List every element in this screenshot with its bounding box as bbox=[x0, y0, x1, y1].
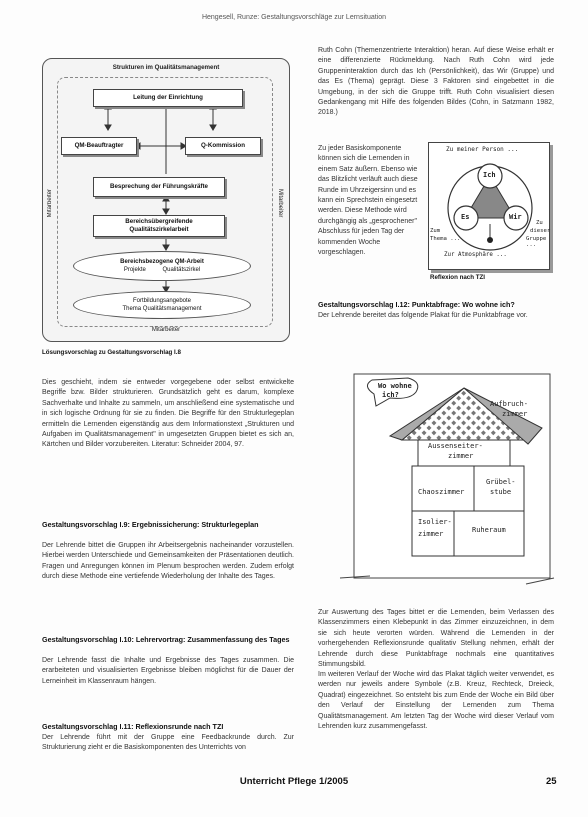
box-qm-beauftragter-label: QM-Beauftragter bbox=[74, 142, 124, 149]
tzi-wir: Wir bbox=[509, 213, 522, 221]
ellipse-bereichsbezogen-line2: Projekte Qualitätszirkel bbox=[123, 267, 201, 273]
right-paragraph-1: Ruth Cohn (Themenzentrierte Interaktion) heran. Auf diese Weise erhält er eine differenzierte Rückmeldung. Nach Ruth Cohn wird jede Gruppeninteraktion durch das Ich (Persönlichkeit), das Wir (Gruppe) und das Es (Thema) geprägt. Diese 3 Faktoren sind eingebettet in die Umgebung, in der sich die Gruppe trifft. Ruth Cohn visualisiert diesen Gedankengang mit Hilfe des folgenden Bildes (Cohn, in Satzmann 1982, 2018.) bbox=[318, 47, 554, 117]
side-label-left: Mitarbeiter bbox=[47, 189, 53, 218]
side-label-right: Mitarbeiter bbox=[277, 189, 283, 218]
house-chaos: Chaoszimmer bbox=[418, 488, 465, 496]
house-aufbruch-2: zimmer bbox=[502, 410, 528, 418]
bottom-label: Mitarbeiter bbox=[151, 327, 181, 333]
box-q-kommission bbox=[185, 137, 261, 155]
house-isolier-2: zimmer bbox=[418, 530, 444, 538]
house-poster bbox=[330, 366, 556, 598]
heading-i10: Gestaltungsvorschlag I.10: Lehrervortrag: Zusammenfassung des Tages bbox=[42, 635, 290, 644]
right-paragraph-4: Im weiteren Verlauf der Woche wird das Plakat täglich weiter verwendet, es werden nur jeweils andere Symbole (z.B. Kreuz, Rechteck, Dreieck, Quadrat) eingezeichnet. So entsteht bis zum Ende der Woche ein Bild über den Verlauf der Einstellung der Lernenden zum Thema Qualitätsmanagement. Am letzten Tag der Woche wird dieser Verlauf vom Lehrenden kurz zusammengefasst. bbox=[318, 671, 554, 731]
tzi-gruppe-2: dieser bbox=[530, 228, 551, 234]
left-paragraph-1: Dies geschieht, indem sie entweder vorgegebene oder selbst entwickelte Begriffe bzw. Bilder strukturieren. Grundsätzlich geht es darum, komplexe Sachverhalte und Inhalte zu sammeln, um anschließend eine systematische und in sich logische Ordnung für sie zu finden. Die Begriffe für den Strukturlegeplan ermitteln die Lernenden eigenständig aus dem Informationstext „Strukturen und Aufgaben im Qualitätsmanagement" in umgesetzten Gruppen bietet es sich an, Kärtchen und Bilder vorzubereiten. Literatur: Schneider 2004, 97. bbox=[42, 379, 294, 449]
heading-i11: Gestaltungsvorschlag I.11: Reflexionsrunde nach TZI bbox=[42, 722, 224, 731]
house-gruebel-2: stube bbox=[490, 488, 512, 496]
tzi-atmosphere: Zur Atmosphäre ... bbox=[444, 252, 507, 258]
ellipse-fortbildung bbox=[73, 291, 251, 319]
tzi-top-label: Zu meiner Person ... bbox=[446, 146, 519, 153]
caption-left-diagram: Lösungsvorschlag zu Gestaltungsvorschlag I.8 bbox=[42, 349, 181, 356]
right-paragraph-3: Zur Auswertung des Tages bittet er die Lernenden, beim Verlassen des Klassenzimmers einen Klebepunkt in das Zimmer einzuzeichnen, in dem sie sich heute verorten würden. Während die Lernenden in der vorhergehenden Reflexionsrunde qualitativ Stellung nehmen, erhält der Lehrende durch diese Punktabfrage nochmals eine quantitatives Stimmungsbild. bbox=[318, 609, 554, 669]
box-leitung-label: Leitung der Einrichtung bbox=[133, 94, 203, 101]
structure-diagram bbox=[42, 58, 290, 342]
ellipse-fortbildung-line1: Fortbildungsangebote bbox=[132, 298, 192, 304]
tzi-thema-1: Zum bbox=[430, 228, 441, 234]
box-bereichsuebergreifend-line2: Qualitätszirkelarbeit bbox=[129, 226, 189, 233]
box-bereichsuebergreifend bbox=[93, 215, 225, 237]
tzi-thema-2: Thema ... bbox=[430, 236, 461, 242]
tzi-gruppe-3: Gruppe ... bbox=[526, 236, 547, 248]
box-q-kommission-label: Q-Kommission bbox=[200, 142, 245, 149]
house-ruhe: Ruheraum bbox=[472, 526, 506, 534]
box-besprechung bbox=[93, 177, 225, 197]
house-aussenseiter-1: Aussenseiter- bbox=[428, 442, 483, 450]
heading-i9: Gestaltungsvorschlag I.9: Ergebnissicherung: Strukturlegeplan bbox=[42, 520, 259, 529]
page-number: 25 bbox=[546, 776, 557, 787]
tzi-gruppe-1: Zu bbox=[536, 220, 543, 226]
right-paragraph-2: Zu jeder Basiskomponente können sich die Lernenden in einem Satz äußern. Ebenso wie das Blitzlicht verläuft auch diese Runde im Uhrzeigersinn und es kann ein Sprechstein eingesetzt werden. Diese Methode wird durchgängig als „gesprochener" Abschluss für jeden Tag der kommenden Woche vorgeschlagen. bbox=[318, 145, 418, 257]
tzi-es: Es bbox=[461, 213, 470, 221]
box-besprechung-label: Besprechung der Führungskräfte bbox=[110, 183, 208, 190]
ellipse-bereichsbezogen-line1: Bereichsbezogene QM-Arbeit bbox=[120, 259, 204, 265]
box-leitung bbox=[93, 89, 243, 107]
paragraph-i11: Der Lehrende führt mit der Gruppe eine Feedbackrunde durch. Zur Strukturierung zieht er die Basiskomponenten des Unterrichts von bbox=[42, 734, 294, 752]
house-aussenseiter-2: zimmer bbox=[448, 452, 474, 460]
tzi-caption: Reflexion nach TZI bbox=[430, 274, 486, 281]
paragraph-i12: Der Lehrende bereitet das folgende Plakat für die Punktabfrage vor. bbox=[318, 312, 528, 319]
house-bubble-2: ich? bbox=[382, 391, 399, 399]
box-bereichsuebergreifend-line1: Bereichsübergreifende bbox=[125, 218, 193, 225]
heading-i12: Gestaltungsvorschlag I.12: Punktabfrage: Wo wohne ich? bbox=[318, 300, 515, 309]
house-aufbruch-1: Aufbruch- bbox=[490, 400, 528, 408]
running-header: Hengesell, Runze: Gestaltungsvorschläge zur Lernsituation bbox=[201, 14, 387, 21]
paragraph-i9: Der Lehrende bittet die Gruppen ihr Arbeitsergebnis nacheinander vorzustellen. Hierbei werden Unterschiede und Gemeinsamkeiten der Präsentationen deutlich. Fragen und Anregungen können im Plenum besprochen werden. Zudem erfolgt durch diese Methode eine vertiefende Wiederholung der Inhalte des Tages. bbox=[42, 542, 294, 581]
diagram-title: Strukturen im Qualitätsmanagement bbox=[112, 64, 220, 71]
box-qm-beauftragter bbox=[61, 137, 137, 155]
ellipse-bereichsbezogen bbox=[73, 251, 251, 281]
ellipse-fortbildung-line2: Thema Qualitätsmanagement bbox=[122, 306, 202, 312]
house-gruebel-1: Grübel- bbox=[486, 478, 516, 486]
footer-journal-title: Unterricht Pflege 1/2005 bbox=[239, 776, 349, 787]
house-isolier-1: Isolier- bbox=[418, 518, 452, 526]
paragraph-i10: Der Lehrende fasst die Inhalte und Ergebnisse des Tages zusammen. Die erarbeiteten und visualisierten Ergebnisse bleiben möglichst für die Dauer der Lerneinheit im Klassenraum hängen. bbox=[42, 657, 294, 685]
tzi-diagram bbox=[428, 142, 556, 284]
house-bubble-1: Wo wohne bbox=[378, 382, 412, 390]
tzi-ich: Ich bbox=[483, 171, 496, 179]
